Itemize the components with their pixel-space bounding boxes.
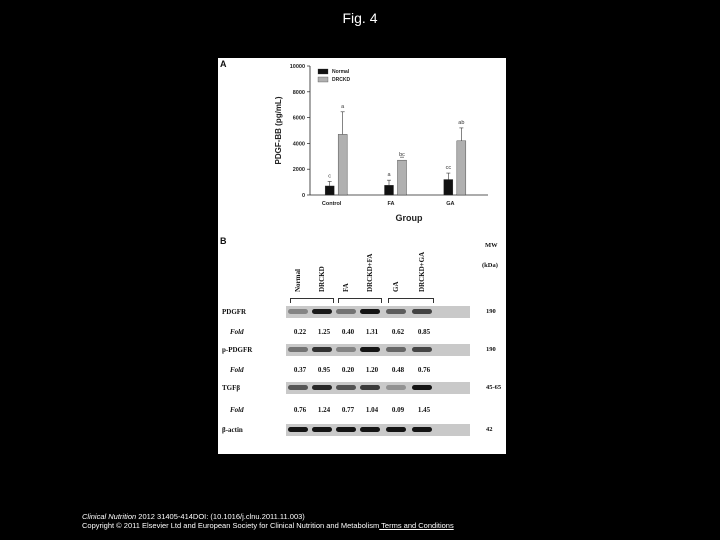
blot-band — [336, 309, 356, 314]
panel-a — [218, 58, 506, 234]
copyright-text: Copyright © 2011 Elsevier Ltd and European Society for Clinical Nutrition and Metabolism — [82, 521, 380, 530]
fold-value: 0.76 — [417, 366, 431, 374]
fold-value: 1.31 — [365, 328, 379, 336]
blot-band — [312, 427, 332, 432]
fold-value: 0.37 — [293, 366, 307, 374]
significance-letter: ab — [458, 119, 465, 126]
figure-title: Fig. 4 — [342, 10, 378, 26]
significance-letter: bc — [399, 152, 405, 159]
blot-band — [386, 427, 406, 432]
blot-band — [386, 309, 406, 314]
y-tick-label: 2000 — [292, 167, 305, 174]
mw-unit: (kDa) — [482, 262, 498, 269]
bar-drckd-control — [338, 134, 347, 195]
fold-value: 0.62 — [391, 328, 405, 336]
y-tick-label: 6000 — [292, 115, 305, 122]
y-tick-label: 0 — [301, 193, 305, 199]
journal-name: Clinical Nutrition — [82, 512, 137, 521]
fold-label: Fold — [230, 328, 244, 336]
panel-b — [218, 234, 506, 454]
fold-value: 0.48 — [391, 366, 405, 374]
blot-band — [312, 385, 332, 390]
protein-label: TGFβ — [222, 384, 241, 392]
blot-band — [288, 309, 308, 314]
lane-label: FA — [342, 283, 350, 292]
blot-band — [312, 347, 332, 352]
lane-label: Normal — [294, 269, 302, 292]
blot-band — [360, 309, 380, 314]
fold-value: 1.45 — [417, 406, 431, 414]
fold-value: 1.25 — [317, 328, 331, 336]
significance-letter: c — [328, 173, 332, 180]
fold-value: 0.76 — [293, 406, 307, 414]
bar-normal-control — [325, 186, 334, 195]
fold-label: Fold — [230, 366, 244, 374]
y-tick-label: 4000 — [292, 141, 305, 148]
protein-label: p-PDGFR — [222, 346, 253, 354]
x-tick-label: GA — [446, 201, 455, 207]
fold-value: 0.22 — [293, 328, 307, 336]
fold-label: Fold — [230, 406, 244, 414]
fold-value: 1.04 — [365, 406, 379, 414]
panel-b-label: B — [220, 236, 227, 246]
blot-band — [412, 385, 432, 390]
fold-value: 0.09 — [391, 406, 405, 414]
terms-link[interactable]: Terms and Conditions — [379, 521, 454, 530]
fold-value: 0.20 — [341, 366, 355, 374]
mw-value: 42 — [486, 426, 493, 433]
fold-value: 0.40 — [341, 328, 355, 336]
blot-band — [386, 385, 406, 390]
fold-value: 1.24 — [317, 406, 331, 414]
x-axis-title: Group — [395, 213, 423, 223]
significance-letter: a — [387, 172, 391, 179]
mw-value: 45-65 — [486, 384, 502, 391]
lane-label: DRCKD+GA — [418, 251, 426, 292]
blot-band — [412, 347, 432, 352]
blot-band — [288, 385, 308, 390]
mw-value: 190 — [486, 346, 496, 353]
significance-letter: cc — [445, 165, 452, 172]
mw-header: MW — [485, 242, 498, 249]
blot-band — [360, 427, 380, 432]
blot-band — [288, 427, 308, 432]
fold-value: 0.77 — [341, 406, 355, 414]
fold-value: 1.20 — [365, 366, 379, 374]
blot-band — [386, 347, 406, 352]
panel-a-label: A — [220, 59, 227, 69]
blot-band — [336, 427, 356, 432]
significance-letter: a — [341, 103, 345, 110]
pdgf-bb-bar-chart — [218, 58, 506, 234]
blot-band — [412, 427, 432, 432]
mw-value: 190 — [486, 308, 496, 315]
legend-label-drckd: DRCKD — [332, 77, 351, 83]
citation-footer — [82, 512, 502, 530]
lane-group-bracket — [388, 298, 434, 303]
blot-band — [360, 385, 380, 390]
protein-label: PDGFR — [222, 308, 247, 316]
lane-label: DRCKD — [318, 266, 326, 292]
fold-value: 0.95 — [317, 366, 331, 374]
x-tick-label: FA — [387, 201, 395, 207]
blot-band — [360, 347, 380, 352]
legend-swatch-drckd — [318, 77, 328, 82]
bar-drckd-ga — [457, 141, 466, 195]
blot-band — [312, 309, 332, 314]
bar-drckd-fa — [398, 160, 407, 195]
lane-label: GA — [392, 281, 400, 292]
legend-label-normal: Normal — [332, 69, 350, 75]
x-tick-label: Control — [321, 201, 342, 207]
blot-band — [412, 309, 432, 314]
y-tick-label: 8000 — [292, 89, 305, 96]
citation-text: 2012 31405-414DOI: (10.1016/j.clnu.2011.11.003) — [136, 512, 305, 521]
lane-label: DRCKD+FA — [366, 253, 374, 292]
bar-normal-fa — [385, 185, 394, 195]
y-tick-label: 10000 — [289, 64, 305, 70]
lane-group-bracket — [338, 298, 382, 303]
blot-band — [288, 347, 308, 352]
bar-normal-ga — [444, 180, 453, 195]
blot-band — [336, 385, 356, 390]
legend-swatch-normal — [318, 69, 328, 74]
y-axis-title: PDGF-BB (pg/mL) — [274, 96, 283, 165]
fold-value: 0.85 — [417, 328, 431, 336]
figure-image — [218, 58, 506, 454]
blot-band — [336, 347, 356, 352]
lane-group-bracket — [290, 298, 334, 303]
protein-label: β-actin — [222, 426, 243, 434]
